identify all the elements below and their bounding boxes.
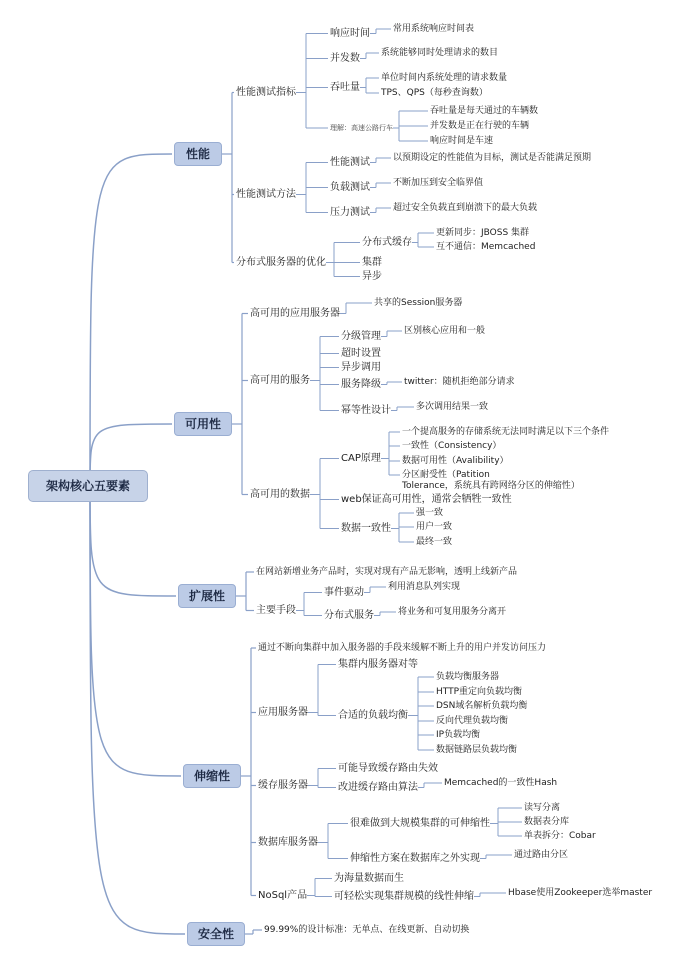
load-test[interactable]: 负载测试 [330, 182, 370, 193]
distributed-optimization[interactable]: 分布式服务器的优化 [236, 257, 326, 268]
connector [90, 154, 172, 486]
hbase-zookeeper: Hbase使用Zookeeper选举master [508, 888, 653, 898]
cache-memcached: 互不通信：Memcached [436, 242, 536, 252]
branch-availability[interactable]: 可用性 [174, 412, 232, 436]
main-means[interactable]: 主要手段 [256, 605, 296, 616]
ha-service[interactable]: 高可用的服务 [250, 375, 310, 386]
cache-server[interactable]: 缓存服务器 [258, 780, 308, 791]
analogy-1: 吞吐量是每天通过的车辆数 [430, 106, 539, 116]
db-outside-scaling[interactable]: 伸缩性方案在数据库之外实现 [350, 853, 480, 864]
event-driven[interactable]: 事件驱动 [324, 587, 364, 598]
analogy-3: 响应时间是车速 [430, 136, 494, 146]
connector [90, 486, 181, 776]
cluster[interactable]: 集群 [362, 257, 382, 268]
lb-server: 负载均衡服务器 [436, 672, 500, 682]
branch-security[interactable]: 安全性 [187, 922, 245, 946]
table-sharding: 数据表分库 [524, 817, 570, 827]
idempotent-desc: 多次调用结果一致 [416, 402, 489, 412]
cap-theorem[interactable]: CAP原理 [341, 453, 381, 464]
nosql-products[interactable]: NoSql产品 [258, 890, 308, 901]
graded-management[interactable]: 分级管理 [341, 331, 381, 342]
service-degrade-desc: twitter：随机拒绝部分请求 [404, 377, 515, 387]
strong-consistency: 强一致 [416, 508, 444, 518]
event-driven-desc: 利用消息队列实现 [388, 582, 461, 592]
response-time-desc: 常用系统响应时间表 [393, 24, 475, 34]
distributed-cache[interactable]: 分布式缓存 [362, 237, 412, 248]
cap-partition-1: 分区耐受性（Patition [402, 470, 490, 480]
lb-dns: DSN域名解析负载均衡 [436, 701, 528, 711]
cap-consistency: 一致性（Consistency） [402, 441, 502, 451]
read-write-split: 读写分离 [524, 803, 561, 813]
nosql-linear-scale[interactable]: 可轻松实现集群规模的线性伸缩 [334, 891, 474, 902]
root-node[interactable]: 架构核心五要素 [28, 470, 148, 502]
app-server[interactable]: 应用服务器 [258, 707, 308, 718]
perf-test-indicators[interactable]: 性能测试指标 [236, 87, 296, 98]
throughput-desc-1: 单位时间内系统处理的请求数量 [381, 73, 508, 83]
lb-data-link: 数据链路层负载均衡 [436, 745, 518, 755]
connector [90, 486, 176, 596]
response-time[interactable]: 响应时间 [330, 28, 370, 39]
cap-desc: 一个提高服务的存储系统无法同时满足以下三个条件 [402, 427, 610, 437]
shared-session: 共享的Session服务器 [374, 298, 463, 308]
load-test-desc: 不断加压到安全临界值 [393, 178, 484, 188]
distributed-service[interactable]: 分布式服务 [324, 610, 374, 621]
extensibility-desc: 在网站新增业务产品时，实现对现有产品无影响，透明上线新产品 [256, 567, 518, 577]
eventual-consistency: 最终一致 [416, 537, 453, 547]
ha-data[interactable]: 高可用的数据 [250, 489, 310, 500]
distributed-service-desc: 将业务和可复用服务分离开 [398, 607, 507, 617]
throughput[interactable]: 吞吐量 [330, 82, 360, 93]
performance-test-desc: 以预期设定的性能值为目标，测试是否能满足预期 [393, 153, 592, 163]
load-balancing[interactable]: 合适的负载均衡 [338, 710, 408, 721]
concurrency-desc: 系统能够同时处理请求的数目 [381, 48, 499, 58]
analogy-2: 并发数是正在行驶的车辆 [430, 121, 530, 131]
ha-app-server[interactable]: 高可用的应用服务器 [250, 308, 340, 319]
concurrency[interactable]: 并发数 [330, 53, 360, 64]
single-table-split: 单表拆分：Cobar [524, 831, 596, 841]
stress-test-desc: 超过安全负载直到崩溃下的最大负载 [393, 203, 538, 213]
memcached-hash: Memcached的一致性Hash [444, 778, 558, 788]
lb-reverse-proxy: 反向代理负载均衡 [436, 716, 509, 726]
branch-scalability[interactable]: 伸缩性 [183, 764, 241, 788]
stress-test[interactable]: 压力测试 [330, 207, 370, 218]
branch-performance[interactable]: 性能 [174, 142, 222, 166]
lb-ip: IP负载均衡 [436, 730, 481, 740]
cache-route-algo[interactable]: 改进缓存路由算法 [338, 782, 418, 793]
db-server[interactable]: 数据库服务器 [258, 837, 318, 848]
peer-servers[interactable]: 集群内服务器对等 [338, 659, 418, 670]
db-hard-to-scale[interactable]: 很难做到大规模集群的可伸缩性 [350, 818, 490, 829]
throughput-desc-2: TPS、QPS（每秒查询数） [381, 88, 488, 98]
lb-http-redirect: HTTP重定向负载均衡 [436, 687, 523, 697]
perf-test-methods[interactable]: 性能测试方法 [236, 189, 296, 200]
async[interactable]: 异步 [362, 271, 382, 282]
data-consistency[interactable]: 数据一致性 [341, 523, 391, 534]
idempotent-design[interactable]: 幂等性设计 [341, 405, 391, 416]
cache-route-fail[interactable]: 可能导致缓存路由失效 [338, 763, 438, 774]
async-call[interactable]: 异步调用 [341, 362, 381, 373]
analogy-highway[interactable]: 理解：高速公路行车 [330, 124, 393, 132]
graded-management-desc: 区别核心应用和一般 [404, 326, 486, 336]
cache-sync: 更新同步：JBOSS 集群 [436, 228, 530, 238]
performance-test[interactable]: 性能测试 [330, 157, 370, 168]
security-desc: 99.99%的设计标准：无单点、在线更新、自动切换 [264, 925, 470, 935]
service-degrade[interactable]: 服务降级 [341, 379, 381, 390]
route-partition: 通过路由分区 [514, 850, 569, 860]
nosql-big-data[interactable]: 为海量数据而生 [334, 873, 404, 884]
cap-availability: 数据可用性（Avalibility） [402, 456, 509, 466]
scalability-desc: 通过不断向集群中加入服务器的手段来缓解不断上升的用户并发访问压力 [258, 643, 547, 653]
connector [90, 486, 185, 934]
web-availability[interactable]: web保证高可用性，通常会牺牲一致性 [341, 494, 512, 505]
cap-partition-2: Tolerance，系统具有跨网络分区的伸缩性） [402, 481, 580, 491]
timeout-setting[interactable]: 超时设置 [341, 348, 381, 359]
user-consistency: 用户一致 [416, 522, 453, 532]
branch-extensibility[interactable]: 扩展性 [178, 584, 236, 608]
